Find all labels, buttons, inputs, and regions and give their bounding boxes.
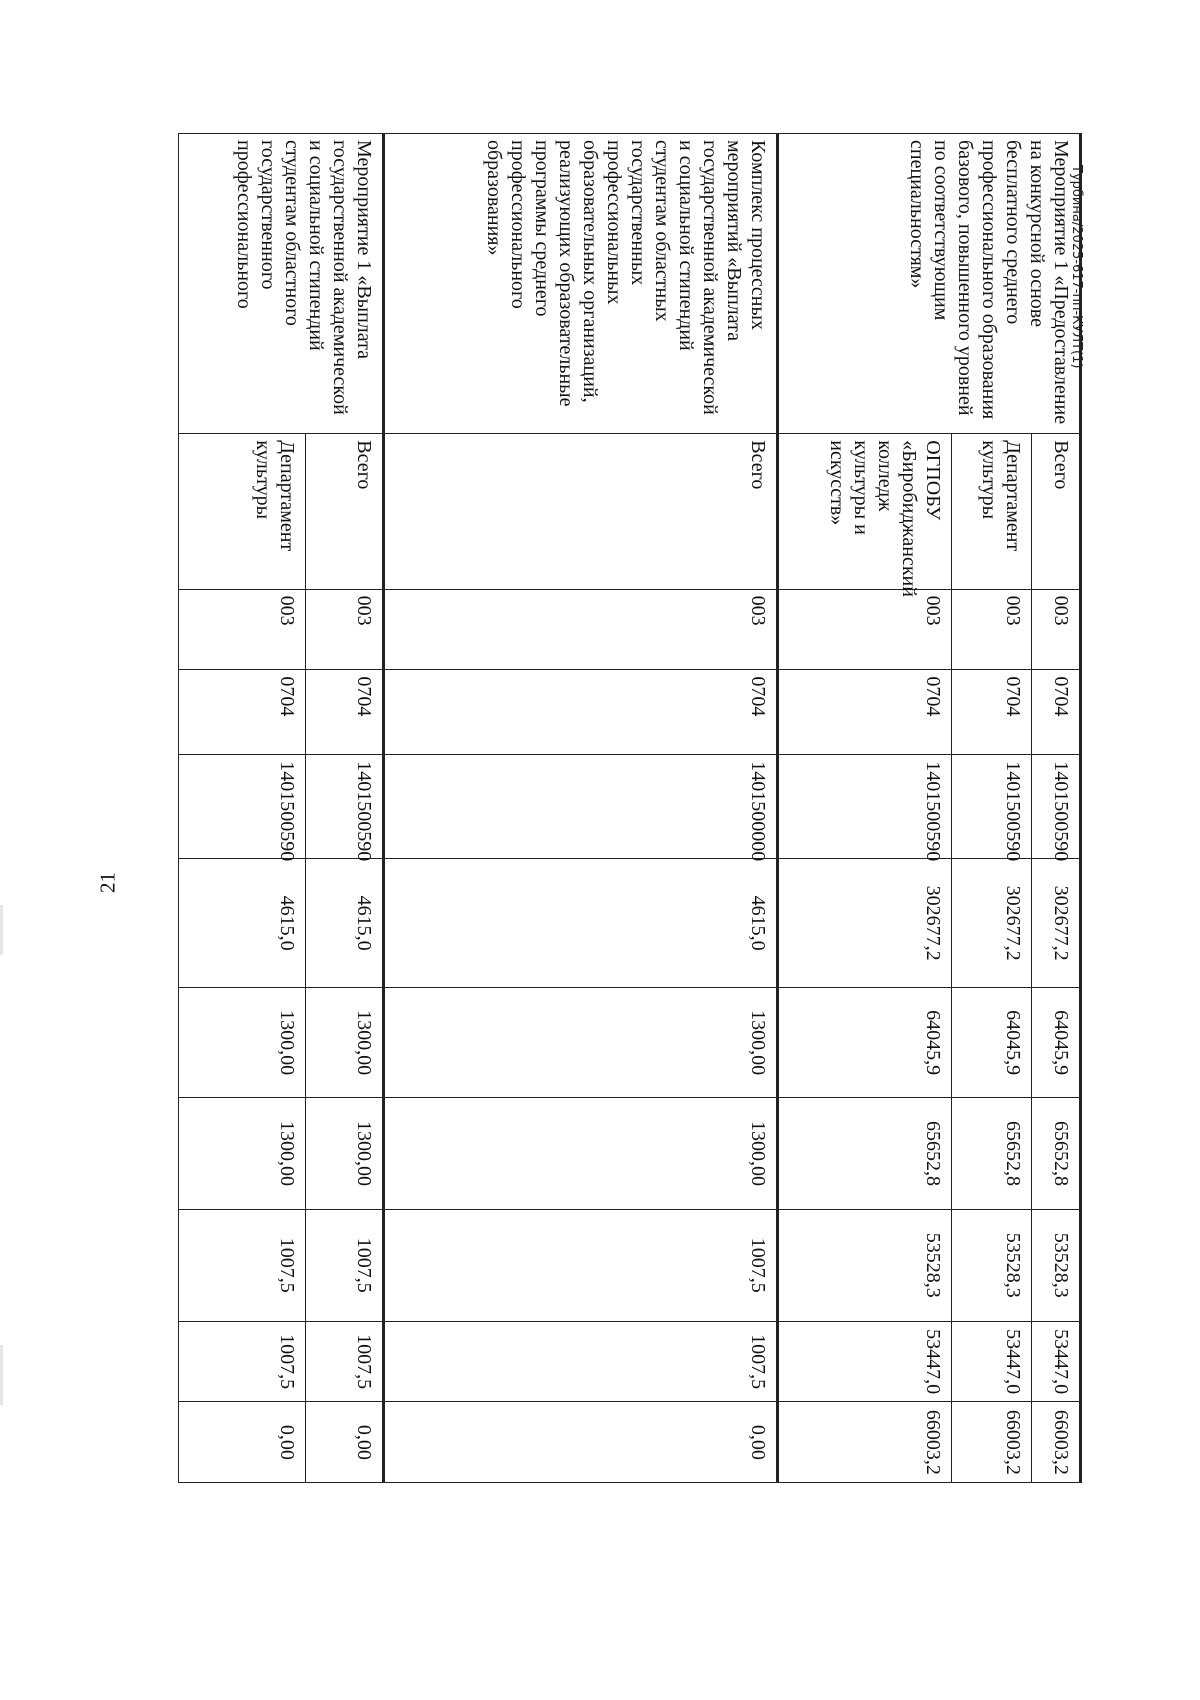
cell-value: 66003,2 <box>952 1402 1031 1483</box>
cell-value: 65652,8 <box>778 1098 952 1210</box>
scan-edge-mark <box>0 905 3 955</box>
cell-value: 53447,0 <box>952 1321 1031 1402</box>
cell-value: 1300,00 <box>305 988 384 1098</box>
cell-executor: Всего <box>1031 434 1080 589</box>
cell-value: 1007,5 <box>179 1321 306 1402</box>
cell-value: 64045,9 <box>1031 988 1080 1098</box>
cell-program-name: Мероприятие 1 «Выплата государственной академической и социальной стипендий студентам областного государственного профессионального <box>179 134 384 434</box>
page-number: 21 <box>95 872 120 893</box>
cell-grbs: 003 <box>305 589 384 670</box>
cell-rzpr: 0704 <box>778 670 952 755</box>
cell-value: 53528,3 <box>952 1209 1031 1321</box>
cell-value: 1300,00 <box>305 1098 384 1210</box>
cell-csr: 1401500000 <box>384 755 778 859</box>
cell-value: 53528,3 <box>1031 1209 1080 1321</box>
cell-value: 1007,5 <box>305 1209 384 1321</box>
cell-value: 0,00 <box>384 1402 778 1483</box>
cell-value: 1007,5 <box>179 1209 306 1321</box>
cell-value: 66003,2 <box>1031 1402 1080 1483</box>
cell-value: 302677,2 <box>1031 858 1080 987</box>
document-code: Турбина/2025-617-пп-КУЛТ(1) <box>1069 165 1084 369</box>
cell-program-name: Мероприятие 1 «Предоставление на конкурсной основе бесплатного среднего профессионального образования базового, повышенного уровней по соответствующим специальностям» <box>778 134 1081 434</box>
cell-value: 4615,0 <box>305 858 384 987</box>
cell-grbs: 003 <box>952 589 1031 670</box>
budget-table <box>178 133 1082 1620</box>
cell-value: 4615,0 <box>384 858 778 987</box>
cell-rzpr: 0704 <box>305 670 384 755</box>
cell-program-name: Комплекс процессных мероприятий «Выплата государственной академической и социальной стипендий студентам областных государственных профессиональных образовательных организаций, реализующих образовательные программы среднего профессионального образования» <box>384 134 778 434</box>
cell-value: 1300,00 <box>179 1098 306 1210</box>
cell-value: 66003,2 <box>778 1402 952 1483</box>
cell-csr: 1401500590 <box>1031 755 1080 859</box>
table-row <box>305 134 384 1620</box>
cell-grbs: 003 <box>778 589 952 670</box>
cell-value: 65652,8 <box>1031 1098 1080 1210</box>
cell-value: 4615,0 <box>179 858 306 987</box>
cell-csr: 1401500590 <box>778 755 952 859</box>
table-row <box>384 134 778 1620</box>
cell-value: 302677,2 <box>952 858 1031 987</box>
cell-value: 1300,00 <box>384 1098 778 1210</box>
cell-value: 302677,2 <box>778 858 952 987</box>
cell-executor: Всего <box>384 434 778 589</box>
cell-executor: Всего <box>305 434 384 589</box>
cell-executor: ОГПОБУ «Биробиджанский колледж культуры и искусств» <box>778 434 952 589</box>
cell-executor: Департамент культуры <box>179 434 306 589</box>
cell-rzpr: 0704 <box>952 670 1031 755</box>
cell-value: 64045,9 <box>952 988 1031 1098</box>
cell-csr: 1401500590 <box>952 755 1031 859</box>
cell-value: 0,00 <box>179 1402 306 1483</box>
cell-value: 53447,0 <box>778 1321 952 1402</box>
cell-value: 1007,5 <box>384 1209 778 1321</box>
cell-value: 1007,5 <box>305 1321 384 1402</box>
cell-rzpr: 0704 <box>179 670 306 755</box>
cell-value: 1300,00 <box>179 988 306 1098</box>
cell-value: 64045,9 <box>778 988 952 1098</box>
cell-value: 65652,8 <box>952 1098 1031 1210</box>
cell-value: 0,00 <box>305 1402 384 1483</box>
cell-executor: Департамент культуры <box>952 434 1031 589</box>
scan-edge-mark <box>0 1345 3 1405</box>
cell-value: 1007,5 <box>384 1321 778 1402</box>
cell-value: 53447,0 <box>1031 1321 1080 1402</box>
cell-value: 53528,3 <box>778 1209 952 1321</box>
cell-rzpr: 0704 <box>1031 670 1080 755</box>
cell-grbs: 003 <box>179 589 306 670</box>
cell-grbs: 003 <box>384 589 778 670</box>
cell-value: 1300,00 <box>384 988 778 1098</box>
cell-csr: 1401500590 <box>305 755 384 859</box>
rotated-table-container <box>178 133 1082 1620</box>
cell-grbs: 003 <box>1031 589 1080 670</box>
cell-csr: 1401500590 <box>179 755 306 859</box>
cell-rzpr: 0704 <box>384 670 778 755</box>
